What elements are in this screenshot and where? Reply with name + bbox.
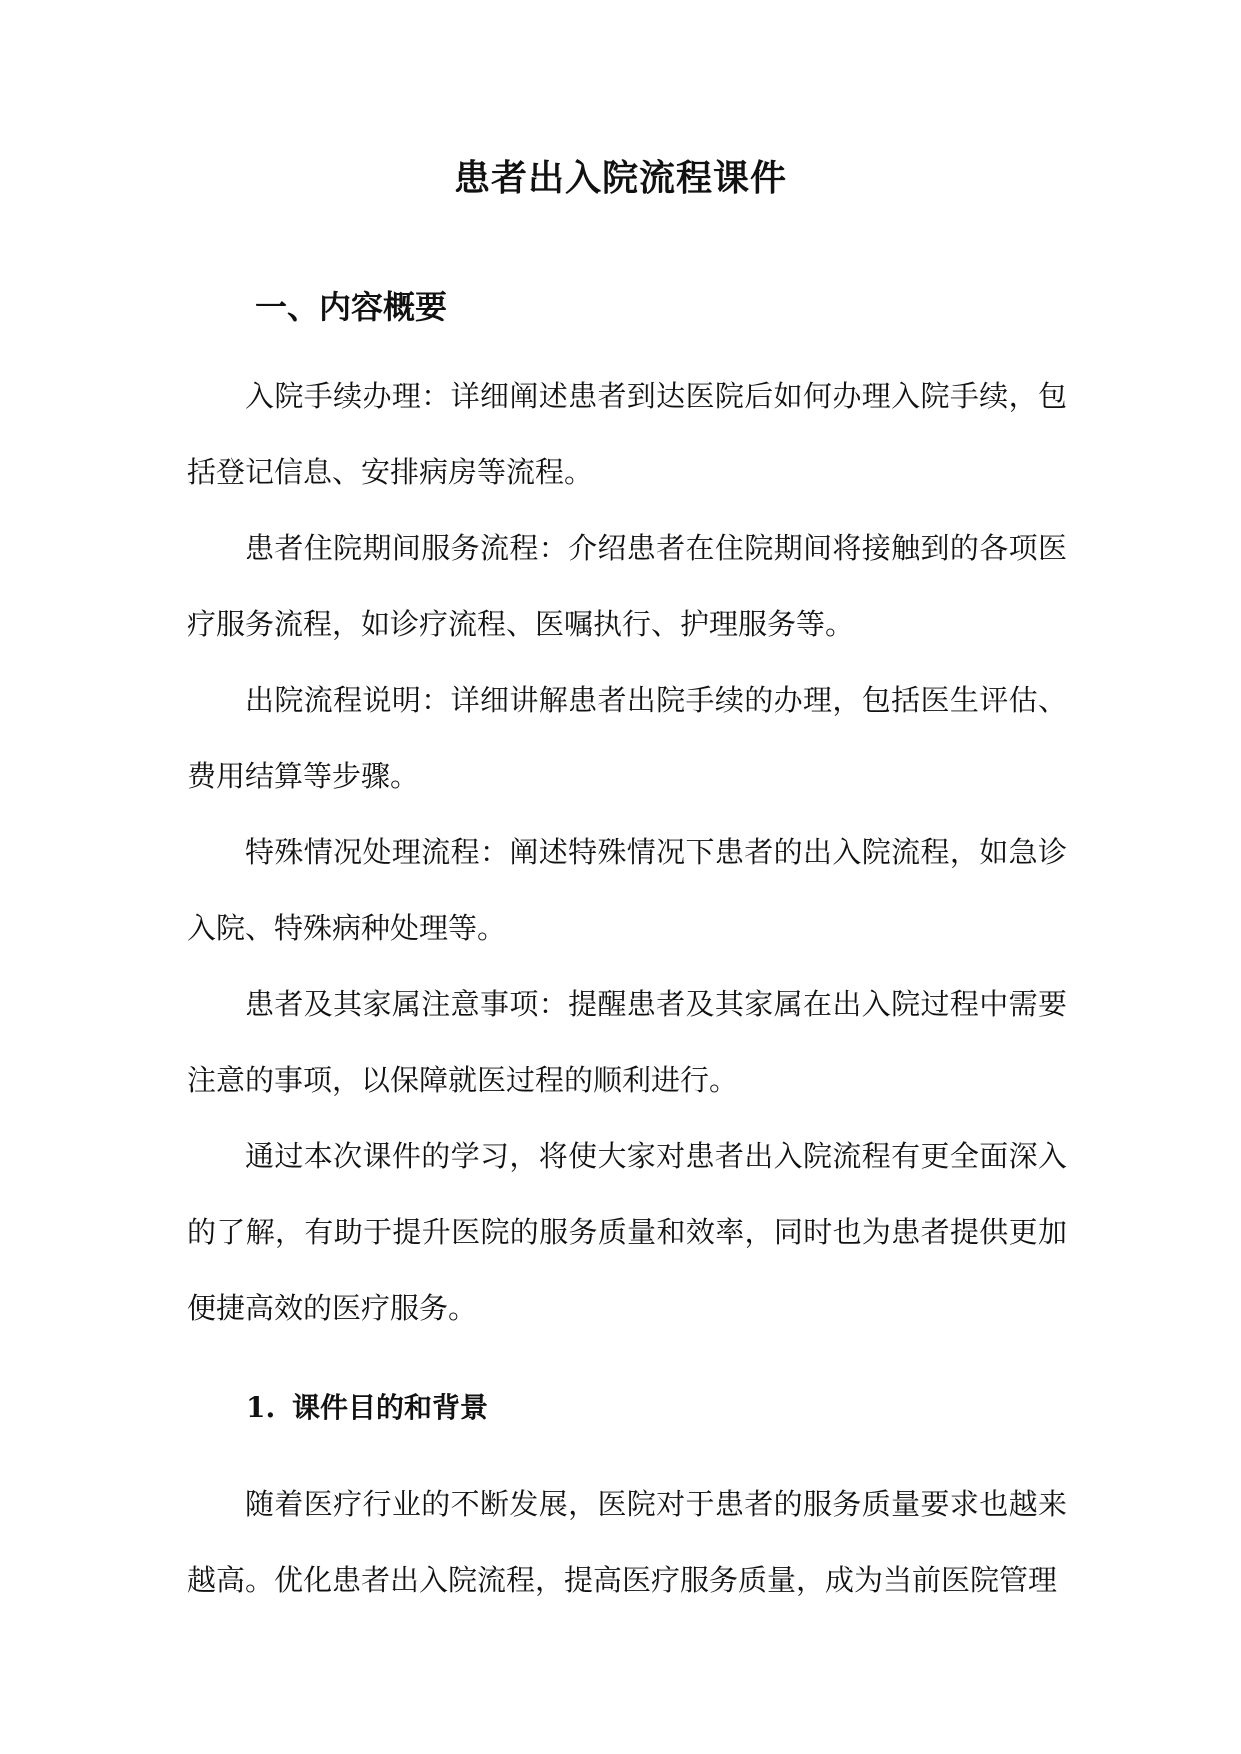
subsection-heading-purpose [246, 1386, 488, 1426]
subsection-title: 课件目的和背景 [292, 1391, 489, 1424]
paragraph-special-cases: 特殊情况处理流程：阐述特殊情况下患者的出入院流程，如急诊入院、特殊病种处理等。 [187, 835, 1067, 945]
paragraph-inpatient-service: 患者住院期间服务流程：介绍患者在住院期间将接触到的各项医疗服务流程，如诊疗流程、医嘱执行、护理服务等。 [187, 531, 1067, 641]
paragraph-summary: 通过本次课件的学习，将使大家对患者出入院流程有更全面深入的了解，有助于提升医院的服务质量和效率，同时也为患者提供更加便捷高效的医疗服务。 [187, 1139, 1067, 1325]
subsection-number: 1. [246, 1391, 276, 1424]
document-title: 患者出入院流程课件 [453, 157, 787, 199]
paragraph-background: 随着医疗行业的不断发展，医院对于患者的服务质量要求也越来越高。优化患者出入院流程，提高医疗服务质量，成为当前医院管理 [187, 1487, 1067, 1597]
paragraph-discharge: 出院流程说明：详细讲解患者出院手续的办理，包括医生评估、费用结算等步骤。 [187, 683, 1067, 793]
paragraph-admission: 入院手续办理：详细阐述患者到达医院后如何办理入院手续，包括登记信息、安排病房等流程。 [187, 379, 1067, 489]
section-heading-overview: 一、内容概要 [255, 288, 448, 326]
paragraph-family-notes: 患者及其家属注意事项：提醒患者及其家属在出入院过程中需要注意的事项，以保障就医过程的顺利进行。 [187, 987, 1067, 1097]
